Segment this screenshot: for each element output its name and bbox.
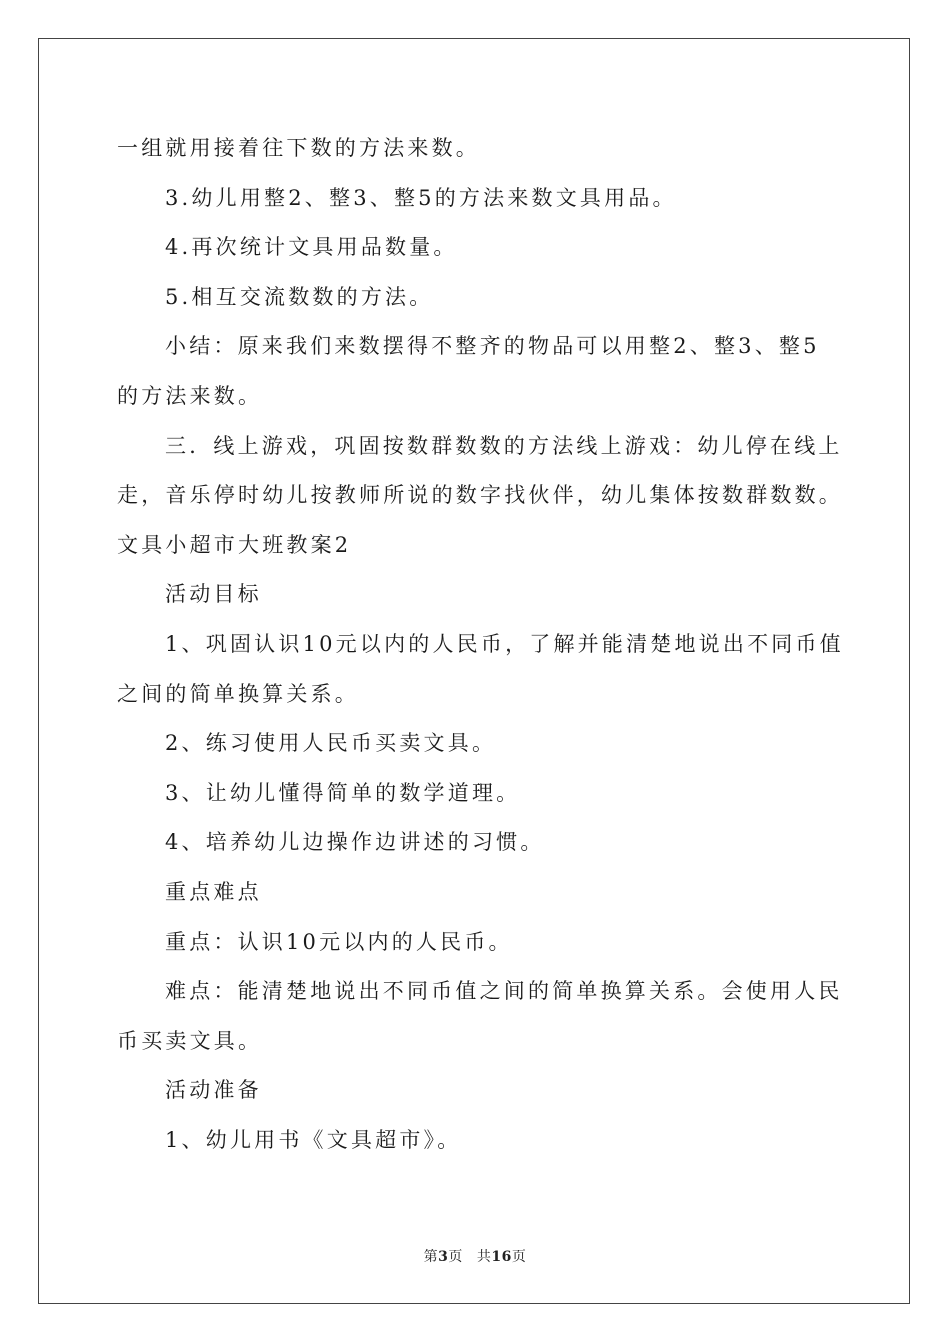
total-prefix: 共 — [476, 1249, 492, 1265]
text-line: 2、练习使用人民币买卖文具。 — [165, 731, 497, 756]
text-line: 难点：能清楚地说出不同币值之间的简单换算关系。会使用人民 — [165, 979, 843, 1004]
text-line: 小结：原来我们来数摆得不整齐的物品可以用整2、整3、整5 — [165, 334, 820, 359]
section-title: 文具小超市大班教案2 — [117, 532, 352, 557]
section-heading: 重点难点 — [165, 879, 262, 904]
text-line: 一组就用接着往下数的方法来数。 — [117, 136, 480, 160]
text-line: 重点：认识10元以内的人民币。 — [165, 929, 513, 954]
text-line: 3.幼儿用整2、整3、整5的方法来数文具用品。 — [165, 185, 677, 210]
page-suffix: 页 — [448, 1249, 463, 1265]
text-line: 走，音乐停时幼儿按教师所说的数字找伙伴，幼儿集体按数群数数。 — [117, 483, 843, 508]
text-line: 1、幼儿用书《文具超市》。 — [165, 1127, 462, 1152]
text-line: 之间的简单换算关系。 — [117, 681, 359, 706]
page-number: 3 — [438, 1249, 449, 1265]
section-heading: 活动准备 — [165, 1078, 262, 1103]
text-line: 1、巩固认识10元以内的人民币，了解并能清楚地说出不同币值 — [165, 631, 844, 656]
text-line: 三．线上游戏，巩固按数群数数的方法线上游戏：幼儿停在线上 — [165, 433, 843, 458]
total-pages: 16 — [491, 1249, 512, 1265]
text-line: 的方法来数。 — [117, 383, 263, 408]
total-suffix: 页 — [511, 1249, 527, 1265]
text-line: 4、培养幼儿边操作边讲述的习惯。 — [165, 830, 545, 855]
section-heading: 活动目标 — [165, 582, 262, 607]
text-line: 币买卖文具。 — [117, 1028, 263, 1053]
text-line: 4.再次统计文具用品数量。 — [165, 235, 458, 260]
page-footer — [0, 1246, 950, 1266]
page-prefix: 第 — [423, 1249, 439, 1265]
text-line: 3、让幼儿懂得简单的数学道理。 — [165, 780, 521, 805]
document-body — [117, 124, 844, 1165]
text-line: 5.相互交流数数的方法。 — [165, 284, 434, 309]
